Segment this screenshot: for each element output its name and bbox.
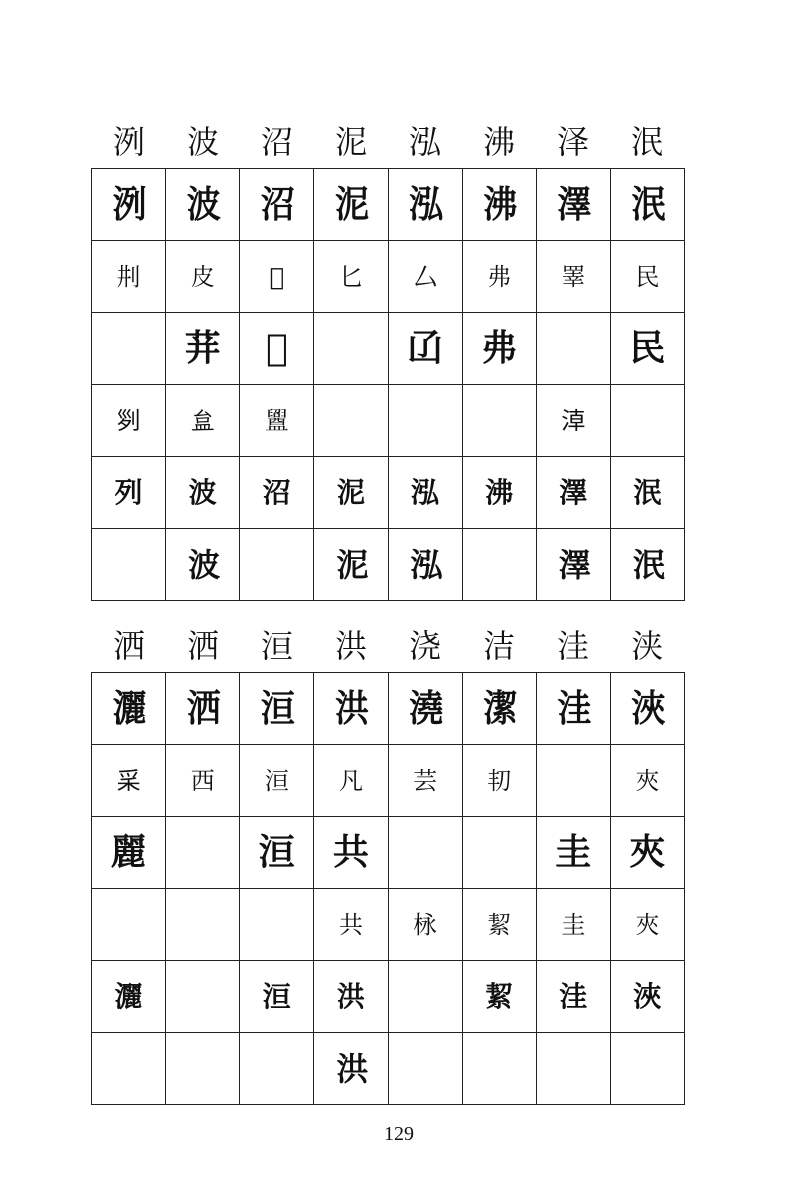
glyph-cell [92,1033,166,1105]
glyph-form: 泥 [336,475,365,509]
glyph-form: 洪 [334,686,367,731]
glyph-cell [166,961,240,1033]
glyph-form: 泓 [410,545,440,584]
glyph-cell [240,1033,314,1105]
glyph-cell [240,889,314,961]
glyph-cell [611,457,685,529]
glyph-cell [537,961,611,1033]
glyph-form: 洒 [186,686,219,731]
glyph-cell [240,457,314,529]
glyph-cell [240,241,314,313]
glyph-cell [166,745,240,817]
glyph-cell [314,817,388,889]
glyph-form: 西 [190,766,215,795]
glyph-cell [463,169,537,241]
glyph-cell [92,961,166,1033]
glyph-cell [92,673,166,745]
section-2-header-1: 洒 [112,627,145,665]
glyph-cell [611,313,685,385]
glyph-cell [389,385,463,457]
glyph-cell [463,673,537,745]
glyph-cell [463,745,537,817]
glyph-form: 灑 [112,686,145,731]
glyph-form: 列 [114,475,143,509]
glyph-form: 沼 [262,475,291,509]
glyph-form: 洪 [336,979,365,1013]
glyph-form: 泥 [334,182,367,227]
glyph-cell [611,385,685,457]
glyph-form: 𦉤 [266,327,288,369]
glyph-cell [463,529,537,601]
glyph-cell [92,889,166,961]
glyph-cell [389,169,463,241]
glyph-cell [166,889,240,961]
glyph-form: 波 [188,545,218,584]
glyph-form: 𥁐 [190,406,215,435]
glyph-cell [537,1033,611,1105]
glyph-form: 共 [338,910,363,939]
glyph-form: 𣲧 [269,262,285,291]
glyph-cell [463,889,537,961]
glyph-cell [166,673,240,745]
glyph-form: 波 [188,475,217,509]
glyph-form: 泯 [632,545,662,584]
glyph-form: 沸 [485,475,514,509]
glyph-cell [92,169,166,241]
glyph-form: 芸 [413,766,438,795]
section-2-header-4: 洪 [334,627,367,665]
glyph-form: 洪 [336,1049,366,1088]
section-2-header-2: 洒 [186,627,219,665]
glyph-form: 泓 [411,475,440,509]
section-1-header-1: 洌 [112,123,145,161]
glyph-form: 泥 [336,545,366,584]
glyph-cell [463,313,537,385]
glyph-form: 泯 [631,182,664,227]
glyph-cell [463,385,537,457]
glyph-cell [389,961,463,1033]
section-1-header-4: 泥 [334,123,367,161]
section-2-header-3: 洹 [260,627,293,665]
glyph-form: 匕 [338,262,363,291]
section-2-header-6: 洁 [482,627,515,665]
section-2-header-row [92,620,684,672]
glyph-cell [389,745,463,817]
glyph-cell [611,745,685,817]
glyph-cell [92,529,166,601]
glyph-cell [166,1033,240,1105]
section-2-header-5: 浇 [408,627,441,665]
section-2-header-7: 洼 [556,627,589,665]
glyph-cell [92,385,166,457]
glyph-cell [537,241,611,313]
glyph-form: 𥝩 [116,766,141,795]
glyph-cell [240,961,314,1033]
glyph-cell [166,385,240,457]
glyph-form: 麗 [110,831,147,873]
glyph-cell [314,961,388,1033]
glyph-form: 泓 [409,182,442,227]
glyph-cell [240,745,314,817]
glyph-cell [463,241,537,313]
glyph-cell [389,817,463,889]
glyph-cell [240,529,314,601]
glyph-form: 泯 [633,475,662,509]
glyph-form: 澤 [559,475,588,509]
glyph-cell [240,385,314,457]
glyph-form: 澤 [557,182,590,227]
section-1-glyph-table [91,168,685,601]
glyph-cell [166,529,240,601]
glyph-cell [314,313,388,385]
section-1-header-8: 泯 [630,123,663,161]
glyph-cell [166,169,240,241]
glyph-form: 浹 [631,686,664,731]
glyph-cell [92,745,166,817]
glyph-cell [314,673,388,745]
glyph-cell [314,457,388,529]
glyph-form: 厶 [413,262,438,291]
glyph-form: 𣶃 [561,406,586,435]
glyph-cell [166,457,240,529]
glyph-cell [611,673,685,745]
glyph-cell [314,889,388,961]
glyph-form: 洹 [260,686,293,731]
glyph-cell [314,241,388,313]
glyph-form: 夾 [629,831,666,873]
glyph-cell [166,817,240,889]
glyph-form: 荓 [184,327,221,369]
glyph-cell [537,889,611,961]
glyph-cell [314,529,388,601]
glyph-cell [389,673,463,745]
glyph-form: 夾 [635,766,660,795]
glyph-cell [389,529,463,601]
section-1-header-6: 沸 [482,123,515,161]
glyph-form: 㓝 [116,262,141,291]
section-1-header-row [92,116,684,168]
glyph-form: 睪 [561,262,586,291]
glyph-form: 絜 [485,979,514,1013]
glyph-form: 洌 [112,182,145,227]
glyph-cell [463,817,537,889]
glyph-cell [314,385,388,457]
glyph-form: 澆 [409,686,442,731]
glyph-cell [389,1033,463,1105]
glyph-form: 民 [629,327,666,369]
glyph-cell [389,313,463,385]
glyph-cell [240,169,314,241]
glyph-form: 沸 [483,182,516,227]
glyph-form: 夾 [635,910,660,939]
glyph-cell [463,457,537,529]
glyph-form: 洹 [262,979,291,1013]
glyph-cell [611,817,685,889]
glyph-form: 潔 [483,686,516,731]
glyph-cell [240,313,314,385]
glyph-cell [314,169,388,241]
glyph-cell [537,673,611,745]
section-1-header-5: 泓 [408,123,441,161]
page-number: 129 [384,1123,414,1145]
glyph-cell [314,745,388,817]
glyph-cell [92,313,166,385]
glyph-cell [240,673,314,745]
glyph-cell [166,241,240,313]
glyph-form: 𠙶 [407,327,444,369]
glyph-form: 洼 [559,979,588,1013]
glyph-cell [92,457,166,529]
glyph-cell [314,1033,388,1105]
glyph-form: 圭 [555,831,592,873]
glyph-cell [611,241,685,313]
glyph-cell [537,385,611,457]
glyph-form: 弗 [487,262,512,291]
glyph-form: 凡 [338,766,363,795]
glyph-cell [389,889,463,961]
glyph-form: 民 [635,262,660,291]
glyph-form: 洹 [258,831,295,873]
section-1-header-2: 波 [186,123,219,161]
glyph-cell [611,1033,685,1105]
glyph-form: 浹 [633,979,662,1013]
glyph-form: 𥃝 [264,406,289,435]
glyph-form: 皮 [190,262,215,291]
glyph-cell [463,1033,537,1105]
section-1-header-3: 沼 [260,123,293,161]
glyph-cell [537,457,611,529]
glyph-cell [537,817,611,889]
glyph-form: 絜 [487,910,512,939]
glyph-cell [240,817,314,889]
glyph-cell [92,241,166,313]
glyph-cell [537,169,611,241]
glyph-cell [166,313,240,385]
glyph-cell [611,529,685,601]
glyph-cell [389,457,463,529]
glyph-form: 波 [186,182,219,227]
glyph-form: 圭 [561,910,586,939]
glyph-form: 灑 [114,979,143,1013]
glyph-cell [611,961,685,1033]
glyph-form: 栐 [413,910,438,939]
glyph-form: 沼 [260,182,293,227]
glyph-form: 洼 [557,686,590,731]
glyph-form: 㓞 [487,766,512,795]
section-2-header-8: 浃 [630,627,663,665]
glyph-form: 共 [332,831,369,873]
glyph-cell [611,889,685,961]
glyph-cell [389,241,463,313]
glyph-form: 𠛱 [116,406,141,435]
glyph-form: 澤 [558,545,588,584]
glyph-form: 洹 [264,766,289,795]
glyph-cell [537,745,611,817]
glyph-cell [611,169,685,241]
section-1-header-7: 泽 [556,123,589,161]
glyph-cell [92,817,166,889]
glyph-cell [537,529,611,601]
glyph-cell [537,313,611,385]
glyph-form: 弗 [481,327,518,369]
section-2-glyph-table [91,672,685,1105]
glyph-cell [463,961,537,1033]
